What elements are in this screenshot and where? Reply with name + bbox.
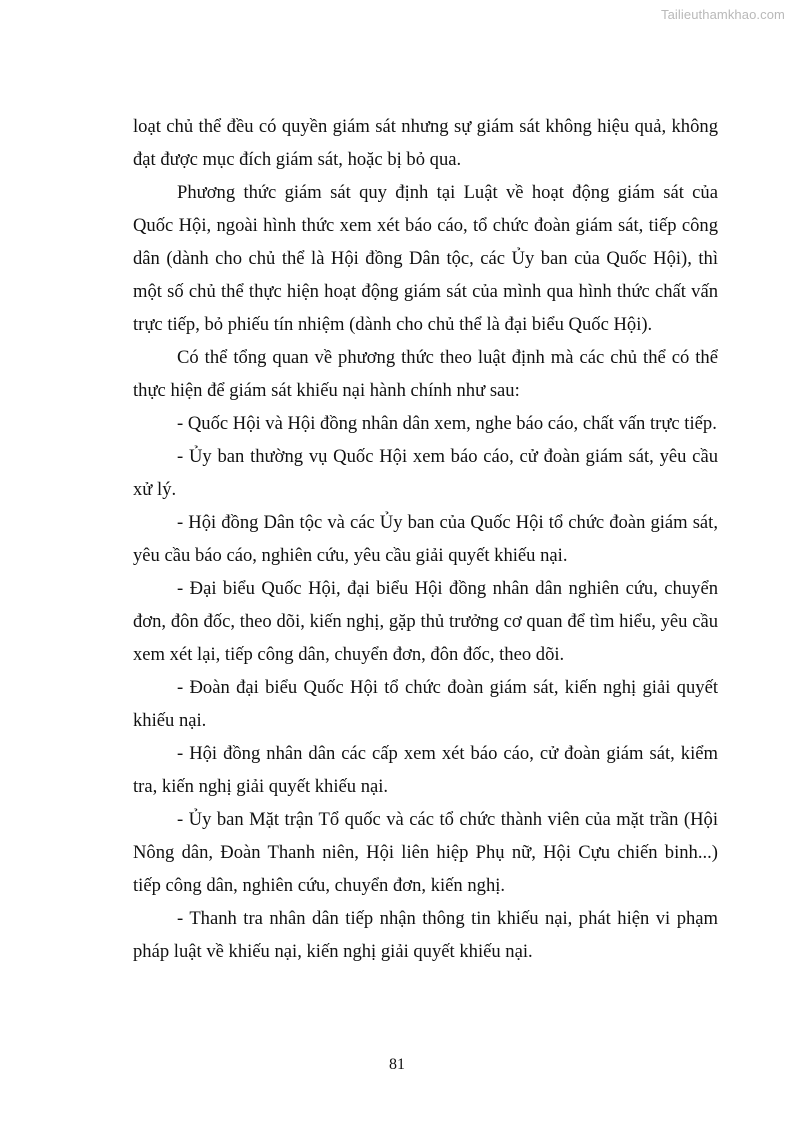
text-line: đạt được mục đích giám sát, hoặc bị bỏ qua. <box>133 149 462 170</box>
list-item <box>133 740 718 806</box>
text-line: - Ủy ban thường vụ Quốc Hội xem báo cáo, cử đoàn giám sát, yêu cầu <box>177 446 718 467</box>
list-item <box>133 674 718 740</box>
text-line: - Ủy ban Mặt trận Tổ quốc và các tổ chức thành viên của mặt trần (Hội <box>177 809 718 830</box>
paragraph-supervision-methods <box>133 179 718 344</box>
text-line: loạt chủ thể đều có quyền giám sát nhưng sự giám sát không hiệu quả, không <box>133 116 718 137</box>
list-item <box>133 575 718 674</box>
text-line: - Thanh tra nhân dân tiếp nhận thông tin khiếu nại, phát hiện vi phạm <box>177 908 718 929</box>
document-body <box>133 113 718 971</box>
text-line: Phương thức giám sát quy định tại Luật về hoạt động giám sát của <box>177 182 718 203</box>
text-line: pháp luật về khiếu nại, kiến nghị giải quyết khiếu nại. <box>133 941 533 962</box>
text-line: khiếu nại. <box>133 710 207 731</box>
list-item <box>133 806 718 905</box>
text-line: - Quốc Hội và Hội đồng nhân dân xem, nghe báo cáo, chất vấn trực tiếp. <box>177 413 717 434</box>
text-line: - Đại biểu Quốc Hội, đại biểu Hội đồng nhân dân nghiên cứu, chuyển <box>177 578 718 599</box>
text-line: đơn, đôn đốc, theo dõi, kiến nghị, gặp thủ trưởng cơ quan để tìm hiểu, yêu cầu <box>133 611 718 632</box>
text-line: thực hiện để giám sát khiếu nại hành chính như sau: <box>133 380 520 401</box>
list-item <box>133 905 718 971</box>
text-line: - Đoàn đại biểu Quốc Hội tổ chức đoàn giám sát, kiến nghị giải quyết <box>177 677 718 698</box>
paragraph-continuation <box>133 113 718 179</box>
watermark-text: Tailieuthamkhao.com <box>660 7 785 22</box>
paragraph-overview <box>133 344 718 410</box>
text-line: tra, kiến nghị giải quyết khiếu nại. <box>133 776 389 797</box>
text-line: một số chủ thể thực hiện hoạt động giám sát của mình qua hình thức chất vấn <box>133 281 718 302</box>
list-item <box>133 410 718 443</box>
text-line: dân (dành cho chủ thể là Hội đồng Dân tộc, các Ủy ban của Quốc Hội), thì <box>133 248 718 269</box>
text-line: Nông dân, Đoàn Thanh niên, Hội liên hiệp Phụ nữ, Hội Cựu chiến binh...) <box>133 842 718 863</box>
page-number: 81 <box>389 1056 405 1073</box>
text-line: tiếp công dân, nghiên cứu, chuyển đơn, kiến nghị. <box>133 875 506 896</box>
list-item <box>133 509 718 575</box>
text-line: yêu cầu báo cáo, nghiên cứu, yêu cầu giải quyết khiếu nại. <box>133 545 568 566</box>
text-line: xử lý. <box>133 479 177 500</box>
list-item <box>133 443 718 509</box>
text-line: Có thể tổng quan về phương thức theo luật định mà các chủ thể có thể <box>177 347 718 368</box>
text-line: - Hội đồng Dân tộc và các Ủy ban của Quốc Hội tổ chức đoàn giám sát, <box>177 512 718 533</box>
text-line: - Hội đồng nhân dân các cấp xem xét báo cáo, cử đoàn giám sát, kiểm <box>177 743 718 764</box>
text-line: Quốc Hội, ngoài hình thức xem xét báo cáo, tổ chức đoàn giám sát, tiếp công <box>133 215 718 236</box>
text-line: xem xét lại, tiếp công dân, chuyển đơn, đôn đốc, theo dõi. <box>133 644 565 665</box>
text-line: trực tiếp, bỏ phiếu tín nhiệm (dành cho chủ thể là đại biểu Quốc Hội). <box>133 314 653 335</box>
